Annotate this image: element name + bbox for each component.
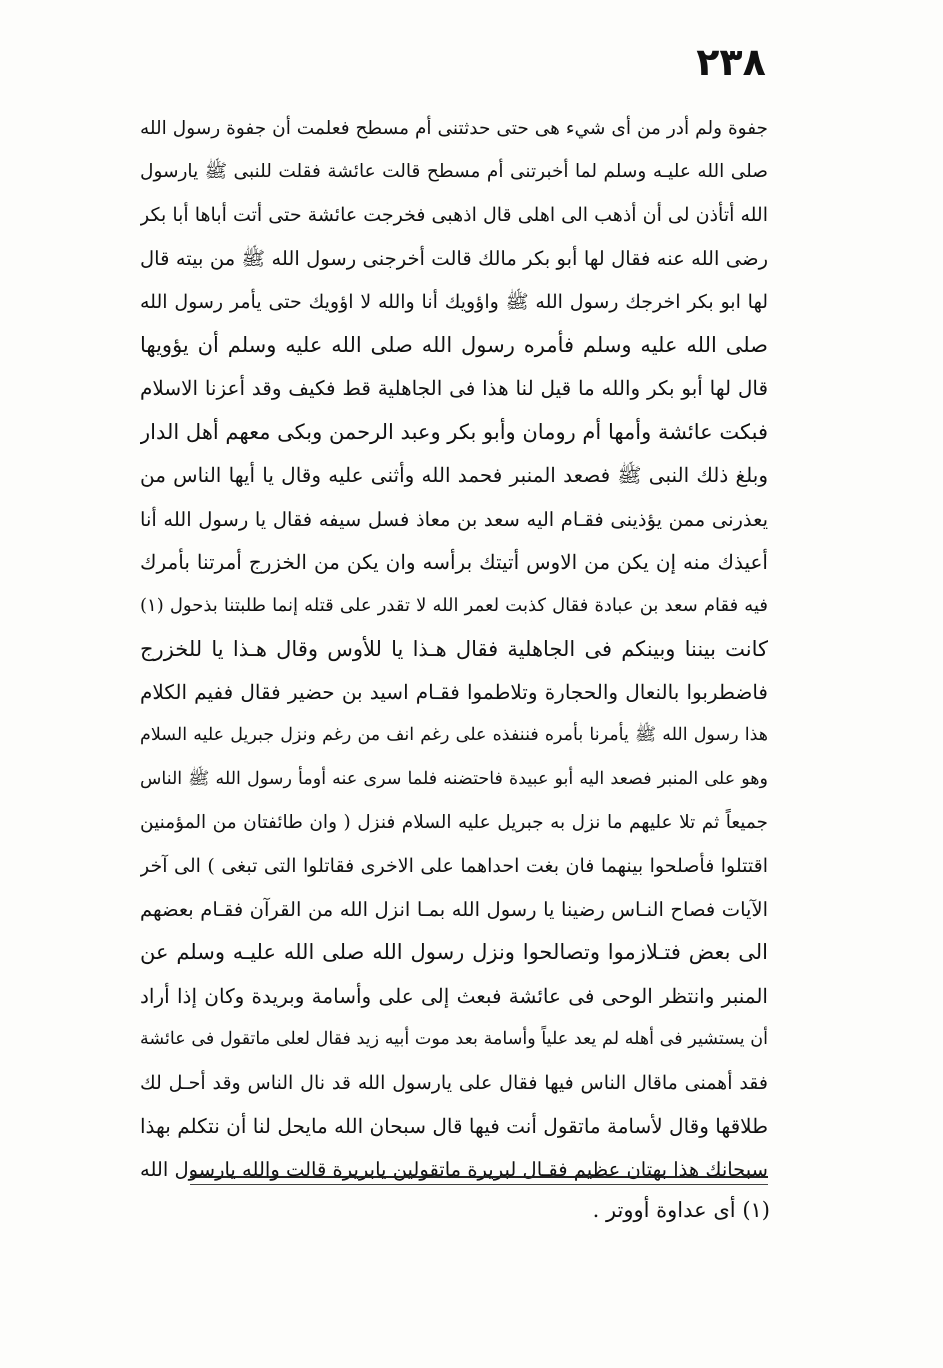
text-line: المنبر وانتظر الوحى فى عائشة فبعث إلى على وأسامة وبريدة وكان إذا أراد (140, 983, 768, 1008)
text-line: وهو على المنبر فصعد اليه أبو عبيدة فاحتضنه فلما سرى عنه أومأ رسول الله ﷺ الناس (140, 768, 768, 789)
text-line: الآيات فصاح النـاس رضينا يا رسول الله بمـا انزل الله من القرآن فقـام بعضهم (140, 898, 768, 922)
footnote: (١) أى عداوة أووتر . (592, 1198, 770, 1222)
text-line: فقد أهمنى ماقال الناس فيها فقال على يارسول الله قد نال الناس وقد أحـل لك (140, 1071, 768, 1094)
page-number: ٢٣٨ (696, 40, 766, 84)
text-line: قال لها أبو بكر والله ما قيل لنا هذا فى الجاهلية قط فكيف وقد أعزنا الاسلام (140, 376, 768, 401)
text-line: صلى الله عليه وسلم فأمره رسول الله صلى الله عليه وسلم أن يؤويها (140, 332, 768, 357)
text-line: جميعاً ثم تلا عليهم ما نزل به جبريل عليه السلام فنزل ( وان طائفتان من المؤمنين (140, 812, 768, 834)
text-line: الى بعض فتـلازموا وتصالحوا ونزل رسول الله صلى الله عليـه وسلم عن (140, 940, 768, 965)
text-line: صلى الله عليـه وسلم لما أخبرتنى أم مسطح قالت عائشة فقلت للنبى ﷺ يارسول (140, 161, 768, 183)
footnote-divider (190, 1176, 768, 1178)
text-line: أعيذك منه إن يكن من الاوس أتيتك برأسه وان يكن من الخزرج أمرتنا بأمرك (140, 549, 768, 574)
text-line: لها ابو بكر اخرجك رسول الله ﷺ واؤويك أنا والله لا اؤويك حتى يأمر رسول الله (140, 290, 768, 313)
text-line: سبحانك هذا بهتان عظيم فقـال لبريرة ماتقولين يابريرة قالت والله يارسول الله (140, 1158, 768, 1182)
text-line: جفوة ولم أدر من أى شيء هى حتى حدثتنى أم مسطح فعلمت أن جفوة رسول الله (140, 118, 768, 139)
text-line: طلاقها وقال لأسامة ماتقول أنت فيها قال سبحان الله مايحل لنا أن نتكلم بهذا (140, 1113, 768, 1138)
text-line: كانت بيننا وبينكم فى الجاهلية فقال هـذا يا للأوس وقال هـذا يا للخزرج (140, 636, 768, 661)
text-line: الله أتأذن لى أن أذهب الى اهلى قال اذهبى فخرجت عائشة حتى أتت أباها أبا بكر (140, 203, 768, 226)
text-line: أن يستشير فى أهله لم يعد علياً وأسامة بعد موت أبيه زيد فقال لعلى ماتقول فى عائشة (140, 1029, 768, 1050)
text-line: رضى الله عنه فقال لها أبو بكر مالك قالت أخرجنى رسول الله ﷺ من بيته قال (140, 247, 768, 271)
text-line: فيه فقام سعد بن عبادة فقال كذبت لعمر الله لا تقدر على قتله إنما طلبتنا بذحول (١) (140, 595, 768, 617)
text-line: فبكت عائشة وأمها أم رومان وأبو بكر وعبد الرحمن وبكى معهم أهل الدار (140, 419, 768, 444)
text-line: يعذرنى ممن يؤذينى فقـام اليه سعد بن معاذ فسل سيفه فقال يا رسول الله أنا (140, 507, 768, 531)
body-text (140, 107, 768, 1192)
text-line: وبلغ ذلك النبى ﷺ فصعد المنبر فحمد الله وأثنى عليه وقال يا أيها الناس من (140, 463, 768, 488)
text-line: فاضطربوا بالنعال والحجارة وتلاطموا فقـام اسيد بن حضير فقال ففيم الكلام (140, 680, 768, 705)
text-line: اقتتلوا فأصلحوا بينهما فان بغت احداهما على الاخرى فقاتلوا التى تبغى ) الى آخر (140, 854, 768, 877)
text-line: هذا رسول الله ﷺ يأمرنا بأمره فننفذه على رغم انف من رغم ونزل جبريل عليه السلام (140, 725, 768, 746)
